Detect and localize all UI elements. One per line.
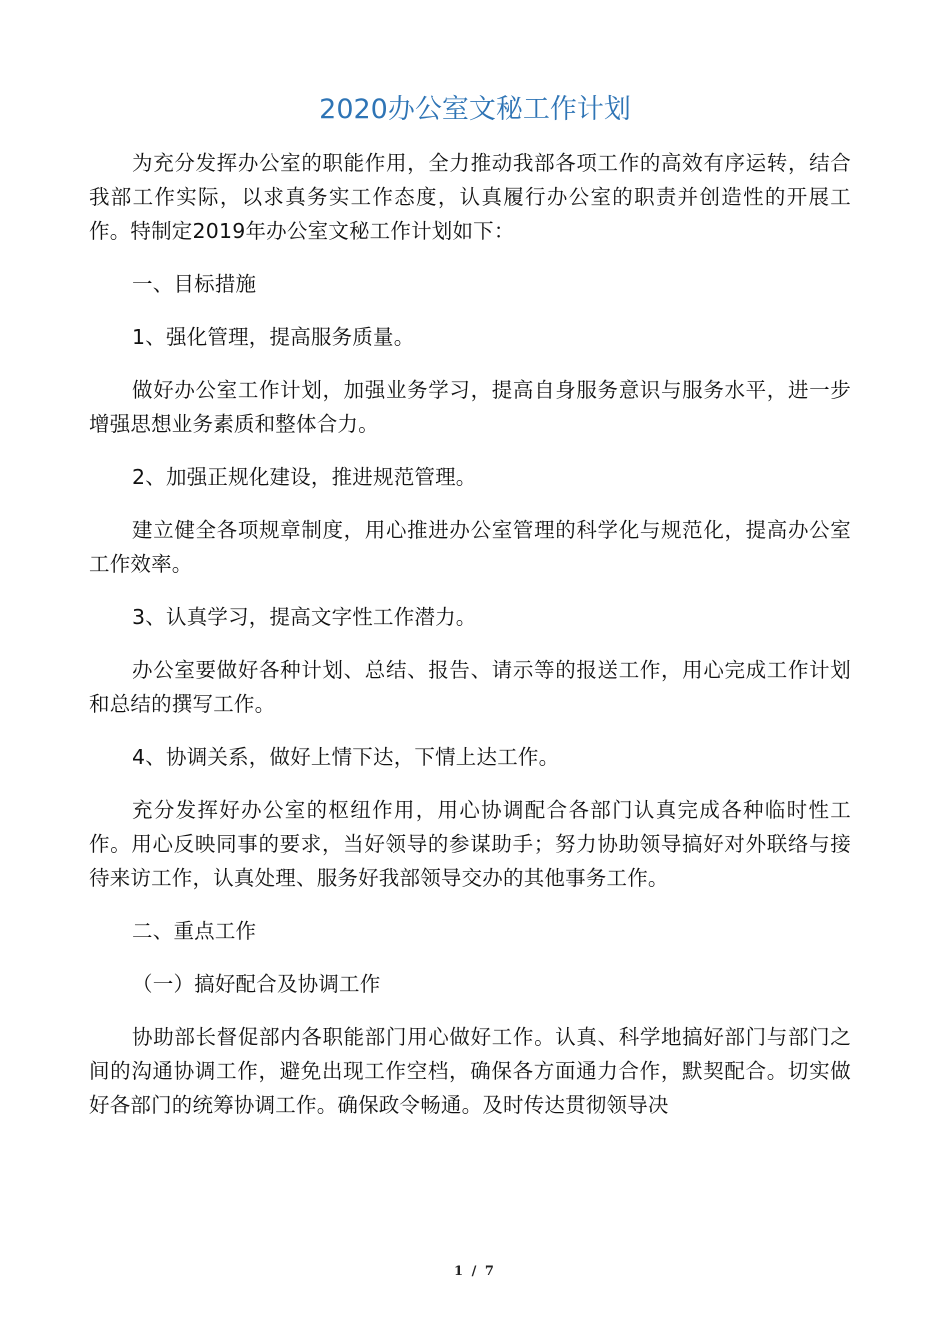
item-heading-4: 4、协调关系，做好上情下达，下情上达工作。 <box>132 745 560 769</box>
item-heading-1: 1、强化管理，提高服务质量。 <box>132 325 415 349</box>
subsection-heading-coordination: （一）搞好配合及协调工作 <box>132 972 381 996</box>
paragraph-intro: 为充分发挥办公室的职能作用，全力推动我部各项工作的高效有序运转，结合我部工作实际，以求真务实工作态度，认真履行办公室的职责并创造性的开展工作。特制定2019年办公室文秘工作计划如下： <box>89 151 851 243</box>
paragraph-coordination: 协助部长督促部内各职能部门用心做好工作。认真、科学地搞好部门与部门之间的沟通协调工作，避免出现工作空档，确保各方面通力合作，默契配合。切实做好各部门的统筹协调工作。确保政令畅通。及时传达贯彻领导决 <box>89 1025 851 1117</box>
paragraph-item-4: 充分发挥好办公室的枢纽作用，用心协调配合各部门认真完成各种临时性工作。用心反映同事的要求，当好领导的参谋助手；努力协助领导搞好对外联络与接待来访工作，认真处理、服务好我部领导交办的其他事务工作。 <box>89 798 851 890</box>
item-heading-3: 3、认真学习，提高文字性工作潜力。 <box>132 605 477 629</box>
section-heading-key-work: 二、重点工作 <box>132 919 257 943</box>
section-heading-goals: 一、目标措施 <box>132 272 257 296</box>
item-heading-2: 2、加强正规化建设，推进规范管理。 <box>132 465 477 489</box>
page-number: 1 / 7 <box>454 1264 496 1279</box>
paragraph-item-3: 办公室要做好各种计划、总结、报告、请示等的报送工作，用心完成工作计划和总结的撰写工作。 <box>89 658 851 716</box>
paragraph-item-2: 建立健全各项规章制度，用心推进办公室管理的科学化与规范化，提高办公室工作效率。 <box>89 518 851 576</box>
paragraph-item-1: 做好办公室工作计划，加强业务学习，提高自身服务意识与服务水平，进一步增强思想业务素质和整体合力。 <box>89 378 851 436</box>
document-title: 2020办公室文秘工作计划 <box>319 94 631 125</box>
document-body <box>89 146 851 1122</box>
